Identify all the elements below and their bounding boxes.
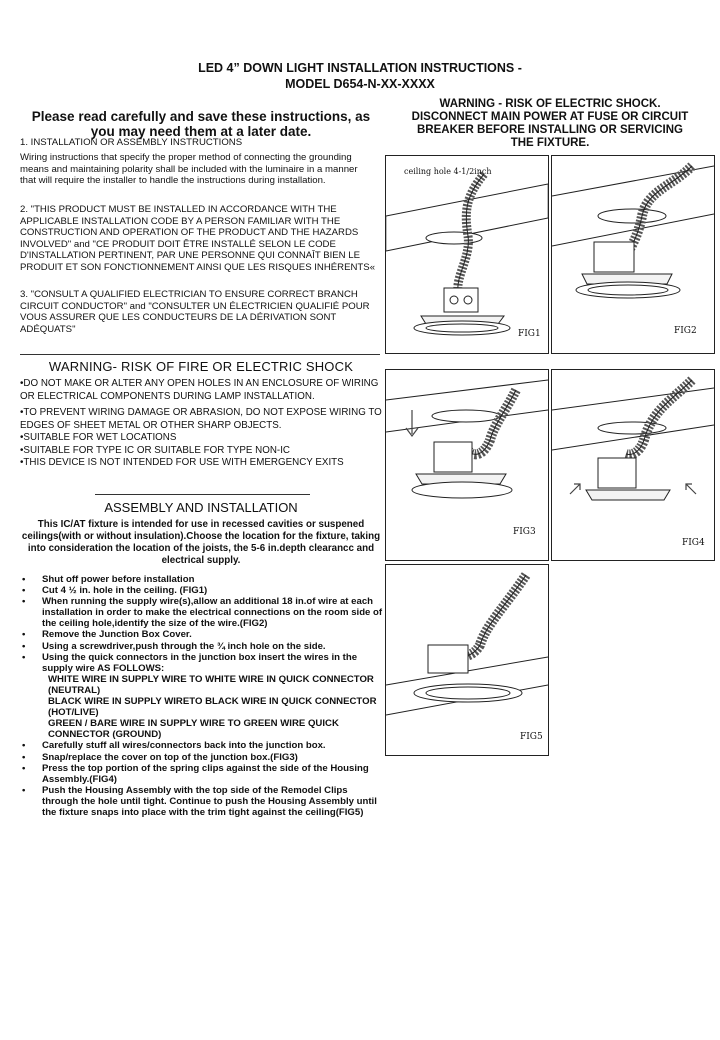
lead-line-2: you may need them at a later date. [90,124,312,139]
assembly-steps [20,574,384,818]
step-item: • Using a screwdriver,push through the ¾ inch hole on the side. [20,641,384,652]
fire-warning-item: •SUITABLE FOR WET LOCATIONS [20,432,177,443]
lead-line-1: Please read carefully and save these instructions, as [31,109,371,124]
step-item: • When running the supply wire(s),allow an additional 18 in.of wire at each installation in order to make the electrical connections on the room side of the ceiling hole,identify the size of the wire.(FIG2) [20,596,384,629]
assembly-heading: ASSEMBLY AND INSTALLATION [104,500,298,515]
fig2-label: FIG2 [674,326,697,336]
step-item: • Press the top portion of the spring clips against the side of the Housing Assembly.(FIG4) [20,763,384,785]
fig1-label: FIG1 [518,329,541,339]
electrician-paragraph: 3. "CONSULT A QUALIFIED ELECTRICIAN TO ENSURE CORRECT BRANCH CIRCUIT CONDUCTOR" and "CONSULTER UN ÉLECTRICIEN QUALIFIÉ POUR VOUS ASSURER QUE LES CONDUCTEURS DE LA DÉRIVATION SONT ADÉQUATS" [20,289,370,335]
step-item: • Carefully stuff all wires/connectors back into the junction box. [20,740,384,751]
shock-warning-line: BREAKER BEFORE INSTALLING OR SERVICING [416,124,683,136]
shock-warning-line: WARNING - RISK OF ELECTRIC SHOCK. [439,98,661,110]
figure-3 [385,369,549,561]
figure-4 [551,369,715,561]
electric-shock-warning [385,98,715,150]
fig1-hole-note: ceiling hole 4-1/2inch [404,167,492,176]
wire-connection-item: WHITE WIRE IN SUPPLY WIRE TO WHITE WIRE IN QUICK CONNECTOR (NEUTRAL) [48,673,374,696]
step-item: • Remove the Junction Box Cover. [20,629,384,640]
wiring-paragraph: Wiring instructions that specify the proper method of connecting the grounding means and maintaining polarity shall be included with the luminaire in a manner that will require the installer to handle the instructions during installation. [20,152,358,186]
assembly-intro: This IC/AT fixture is intended for use in recessed cavities or suspened ceilings(with or without insulation).Choose the location for the fixture, taking into consideration the location of the joists, the 5-6 in.depth clearancc and electrical supply. [21,519,381,566]
fire-warning-item: •DO NOT MAKE OR ALTER ANY OPEN HOLES IN AN ENCLOSURE OF WIRING OR ELECTRICAL COMPONENTS DURING LAMP INSTALLATION. [20,378,379,402]
fig1-drawing [386,156,548,353]
fig4-drawing [552,370,714,560]
fig5-drawing [386,565,548,755]
installation-code-paragraph: 2. "THIS PRODUCT MUST BE INSTALLED IN ACCORDANCE WITH THE APPLICABLE INSTALLATION CODE BY A PERSON FAMILIAR WITH THE CONSTRUCTION AND OPERATION OF THE PRODUCT AND THE HAZARDS INVOLVED" and "CE PRODUIT DOIT ÊTRE INSTALLÉ SELON LE CODE D'INSTALLATION PERTINENT, PAR UNE PERSONNE QUI CONNAÎT BIEN LE PRODUIT ET SON FONCTIONNEMENT AINSI QUE LES RISQUES INHÉRENTS« [20,204,376,273]
wire-connection-item: BLACK WIRE IN SUPPLY WIRETO BLACK WIRE IN QUICK CONNECTOR (HOT/LIVE) [48,696,377,719]
lead-notice [20,109,382,139]
shock-warning-line: THE FIXTURE. [510,137,590,149]
title-line-2: MODEL D654-N-XX-XXXX [285,77,435,91]
section-1-heading: 1. INSTALLATION OR ASSEMBLY INSTRUCTIONS [20,137,243,148]
step-item: • Using the quick connectors in the junction box insert the wires in the supply wire AS FOLLOWS: [20,652,384,674]
fire-warning-item: •THIS DEVICE IS NOT INTENDED FOR USE WITH EMERGENCY EXITS [20,457,344,468]
fire-warning-heading: WARNING- RISK OF FIRE OR ELECTRIC SHOCK [48,359,354,374]
figure-1 [385,155,549,354]
figure-2 [551,155,715,354]
wire-connection-item: GREEN / BARE WIRE IN SUPPLY WIRE TO GREEN WIRE QUICK CONNECTOR (GROUND) [48,718,339,741]
fig3-label: FIG3 [513,527,536,537]
step-item: • Push the Housing Assembly with the top side of the Remodel Clips through the hole until tight. Continue to push the Housing Assembly until the fixture snaps into place with the trim tight against the ceiling(FIG5) [20,785,384,818]
fig5-label: FIG5 [520,732,543,742]
figure-5 [385,564,549,756]
fig4-label: FIG4 [682,538,705,548]
divider-1 [20,354,380,355]
fire-warning-item: •TO PREVENT WIRING DAMAGE OR ABRASION, DO NOT EXPOSE WIRING TO EDGES OF SHEET METAL OR OTHER SHARP OBJECTS. [20,407,382,431]
shock-warning-line: DISCONNECT MAIN POWER AT FUSE OR CIRCUIT [411,111,689,123]
step-item: • Cut 4 ½ in. hole in the ceiling. (FIG1) [20,585,384,596]
document-title [0,60,720,92]
step-item: • Snap/replace the cover on top of the junction box.(FIG3) [20,752,384,763]
title-line-1: LED 4” DOWN LIGHT INSTALLATION INSTRUCTIONS - [198,61,522,75]
fire-warning-list [20,378,382,470]
divider-2 [95,494,310,495]
fire-warning-item: •SUITABLE FOR TYPE IC OR SUITABLE FOR TYPE NON-IC [20,444,290,456]
fig2-drawing [552,156,714,353]
step-item: • Shut off power before installation [20,574,384,585]
